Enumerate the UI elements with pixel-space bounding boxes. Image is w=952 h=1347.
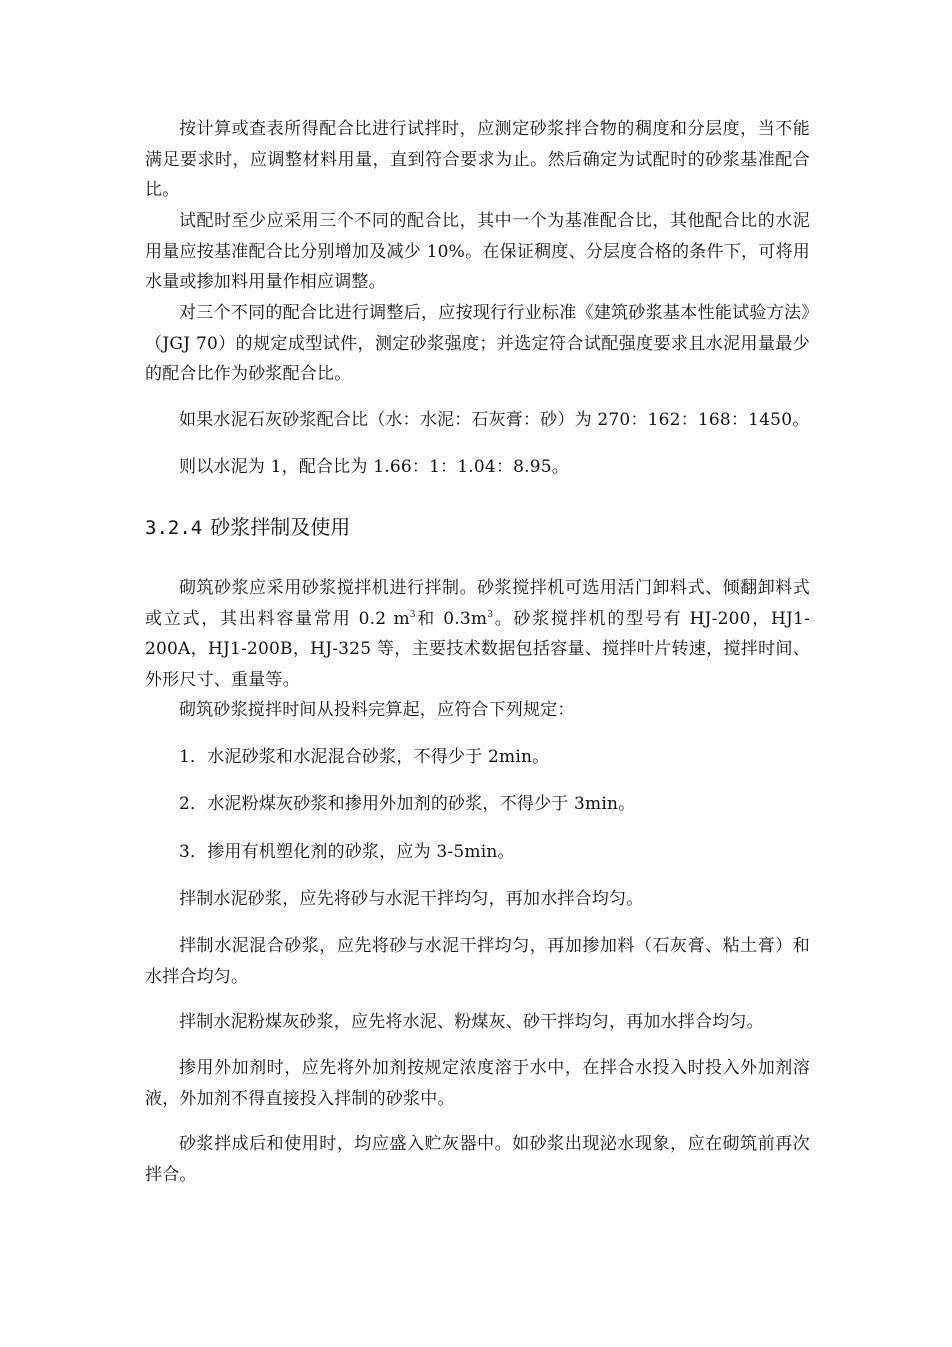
mixer-text-3: 。砂浆搅拌机的型号有 HJ-200，HJ1-200A，HJ1-200B，HJ-325 等，主要技术数据包括容量、搅拌叶片转速，搅拌时间、外形尺寸、重量等。: [145, 608, 810, 690]
section-number: 3.2.4: [145, 517, 203, 539]
list-item: 3．掺用有机塑化剂的砂浆，应为 3-5min。: [179, 842, 515, 862]
paragraph-ratio-cement-one: 则以水泥为 1，配合比为 1.66：1：1.04：8.95。: [179, 457, 569, 477]
paragraph-mixer: [145, 573, 810, 695]
mixer-text-2: 和 0.3m: [415, 608, 488, 629]
paragraph-ratio-example: 如果水泥石灰砂浆配合比（水：水泥：石灰膏：砂）为 270：162：168：1450。: [179, 410, 810, 430]
section-title: 砂浆拌制及使用: [210, 515, 351, 539]
paragraph-storage: 砂浆拌成后和使用时，均应盛入贮灰器中。如砂浆出现泌水现象，应在砌筑前再次拌合。: [145, 1134, 810, 1185]
paragraph-mixed-mortar: 拌制水泥混合砂浆，应先将砂与水泥干拌均匀，再加掺加料（石灰膏、粘土膏）和水拌合均匀。: [145, 936, 810, 987]
paragraph-adjustment: 对三个不同的配合比进行调整后，应按现行行业标准《建筑砂浆基本性能试验方法》（JGJ 70）的规定成型试件，测定砂浆强度；并选定符合试配强度要求且水泥用量最少的配合比作为砂浆配合比。: [145, 303, 810, 384]
paragraph-cement-mortar: 拌制水泥砂浆，应先将砂与水泥干拌均匀，再加水拌合均匀。: [179, 889, 644, 909]
cubic-superscript: 3: [409, 609, 416, 620]
paragraph-trial-mix: 按计算或查表所得配合比进行试拌时，应测定砂浆拌合物的稠度和分层度，当不能满足要求时，应调整材料用量，直到符合要求为止。然后确定为试配时的砂浆基准配合比。: [145, 119, 810, 200]
cubic-superscript: 3: [487, 609, 494, 620]
mixer-text-1: 砌筑砂浆应采用砂浆搅拌机进行拌制。砂浆搅拌机可选用活门卸料式、倾翻卸料式或立式，其出料容量常用 0.2 m: [145, 578, 810, 629]
list-item: 1．水泥砂浆和水泥混合砂浆，不得少于 2min。: [179, 747, 550, 767]
list-item: 2．水泥粉煤灰砂浆和掺用外加剂的砂浆，不得少于 3min。: [179, 794, 636, 814]
paragraph-mixing-time: 砌筑砂浆搅拌时间从投料完算起，应符合下列规定：: [179, 700, 575, 720]
paragraph-admixture: 掺用外加剂时，应先将外加剂按规定浓度溶于水中，在拌合水投入时投入外加剂溶液，外加剂不得直接投入拌制的砂浆中。: [145, 1058, 810, 1109]
paragraph-three-mixes: 试配时至少应采用三个不同的配合比，其中一个为基准配合比，其他配合比的水泥用量应按基准配合比分别增加及减少 10%。在保证稠度、分层度合格的条件下，可将用水量或掺加料用量作相应调整。: [145, 211, 810, 292]
paragraph-flyash-mortar: 拌制水泥粉煤灰砂浆，应先将水泥、粉煤灰、砂干拌均匀，再加水拌合均匀。: [179, 1012, 764, 1032]
section-heading: [145, 512, 350, 543]
